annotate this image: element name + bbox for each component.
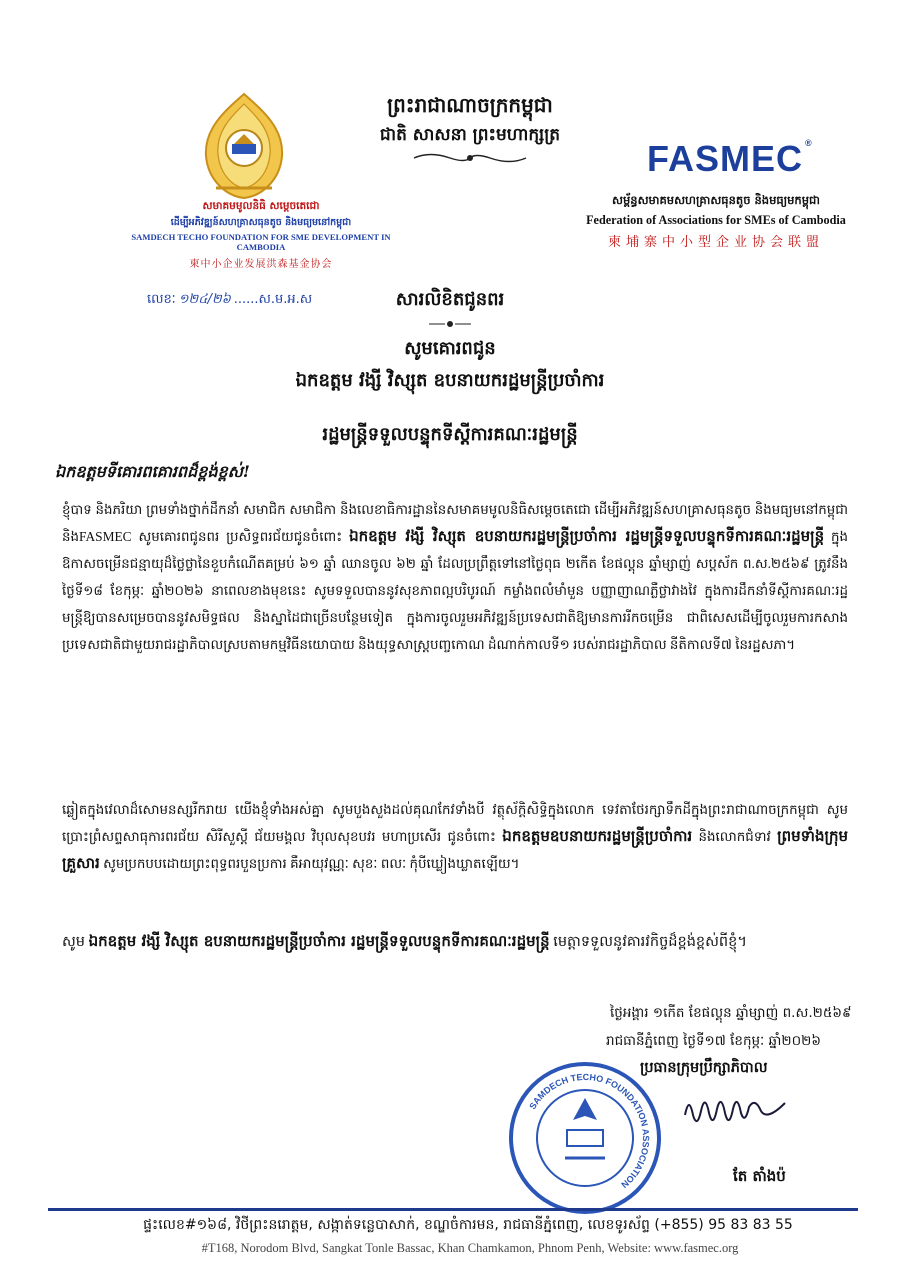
document-type-title: សារលិខិតជូនពរ xyxy=(395,289,505,310)
left-organization-block xyxy=(126,200,396,270)
signatory-title: ប្រធានក្រុមប្រឹក្សាភិបាល xyxy=(640,1060,768,1076)
registered-mark: ® xyxy=(805,138,813,148)
p1-intro: ខ្ញុំបាទ និងភរិយា ព្រមទាំងថ្នាក់ដឹកនាំ សមាជិក សមាជិកា និងលេខាធិការដ្ឋាននៃសមាគមមូលនិធិសម្តេចតេជោ ដើម្បីអភិវឌ្ឍន៍សហគ្រាសធុនតូច និងមធ្យមនៅកម្ពុជា និងFASMEC សូមគោរពជូនពរ ប្រសិទ្ធពរជ័យជូនចំពោះ xyxy=(62,502,848,544)
stamp-text: SAMDECH TECHO FOUNDATION ASSOCIATION xyxy=(527,1071,652,1190)
official-stamp-icon xyxy=(505,1058,665,1218)
p2-family-bold: ព្រមទាំងក្រុមគ្រួសារ xyxy=(62,827,848,872)
p3-lead: សូម xyxy=(62,934,86,950)
right-org-name-kh: សម្ព័ន្ធសមាគមសហគ្រាសធុនតូច និងមធ្យមកម្ពុជា xyxy=(612,193,820,207)
place-and-date: រាជធានីភ្នំពេញ ថ្ងៃទី១៧ ខែកុម្ភៈ ឆ្នាំ២០២៦ xyxy=(606,1033,821,1049)
footer-address-en: #T168, Norodom Blvd, Sangkat Tonle Bassac, Khan Chamkamon, Phnom Penh, Website: www.fasmec.org xyxy=(201,1241,739,1255)
p2-conjunction: និងលោកជំទាវ xyxy=(698,829,771,844)
body-paragraph-2 xyxy=(62,796,848,877)
footer-divider xyxy=(48,1208,858,1211)
left-org-subtitle-kh: ដើម្បីអភិវឌ្ឍន៍សហគ្រាសធុនតូច និងមធ្យមនៅកម្ពុជា xyxy=(170,217,352,228)
p3-recipient-bold: ឯកឧត្តម វង្សី វិស្សុត ឧបនាយករដ្ឋមន្ត្រីប្រចាំការ រដ្ឋមន្ត្រីទទួលបន្ទុកទីការគណៈរដ្ឋមន្ត្រី xyxy=(88,932,550,950)
recipient-line-2: រដ្ឋមន្ត្រីទទួលបន្ទុកទីស្តីការគណៈរដ្ឋមន្ត្រី xyxy=(322,424,578,445)
signatory-name: តែ តាំងប៉ xyxy=(733,1167,786,1185)
fasmec-logo-text: FASMEC xyxy=(647,138,804,179)
right-organization-block xyxy=(548,193,884,250)
left-org-name-en: SAMDECH TECHO FOUNDATION FOR SME DEVELOPMENT IN CAMBODIA xyxy=(131,232,391,252)
footer-address-kh: ផ្ទះលេខ#១៦៨, វិថីព្រះនរោត្តម, សង្កាត់ទន្លេបាសាក់, ខណ្ឌចំការមន, រាជធានីភ្នំពេញ, លេខទូរស័ព្ទ (+855) 95 83 83 55 xyxy=(143,1217,793,1233)
kingdom-heading: ព្រះរាជាណាចក្រកម្ពុជា xyxy=(387,93,553,117)
national-motto: ជាតិ សាសនា ព្រះមហាក្សត្រ xyxy=(379,125,561,145)
left-org-name-kh: សមាគមមូលនិធិ សម្តេចតេជោ xyxy=(202,200,320,212)
reference-suffix: ......ស.ម.អ.ស xyxy=(233,292,313,307)
lunar-date: ថ្ងៃអង្គារ ១កើត ខែផល្គុន ឆ្នាំម្សាញ់ ព.ស.២៥៦៩ xyxy=(610,1005,852,1021)
small-ornament-icon xyxy=(427,319,473,329)
reference-handwritten-number: ១២៤/២៦ xyxy=(178,292,231,307)
salutation: សូមគោរពជូន xyxy=(404,338,496,359)
recipient-line-1: ឯកឧត្តម វង្សី វិស្សុត ឧបនាយករដ្ឋមន្ត្រីប្រចាំការ xyxy=(295,370,605,391)
p1-body: ក្នុងឱកាសចម្រើនជន្មាយុដ៏ថ្លៃថ្លានៃខួបកំណើតគម្រប់ ៦១ ឆ្នាំ ឈានចូល ៦២ ឆ្នាំ ដែលប្រព្រឹត្តទៅនៅថ្ងៃពុធ ២កើត ខែផល្គុន ឆ្នាំម្សាញ់ សប្តស័ក ព.ស.២៥៦៩ ត្រូវនឹងថ្ងៃទី១៨ ខែកុម្ភៈ ឆ្នាំ២០២៦ នាពេលខាងមុខនេះ សូមទទួលបាននូវសុខភាពល្អបរិបូរណ៍ កម្លាំងពលំមាំមួន បញ្ញាញាណភ្លឺថ្លាវាងវៃ ក្នុងការដឹកនាំទីស្តីការគណៈរដ្ឋមន្ត្រីឱ្យបានសម្រេចបាននូវសមិទ្ធផល និងស្នាដៃជាច្រើនបន្ថែមទៀត ក្នុងការចូលរួមអភិវឌ្ឍន៍ប្រទេសជាតិឱ្យមានការរីកចម្រើន ជាពិសេសដើម្បីចូលរួមការកសាងប្រទេសជាតិជាមួយរាជរដ្ឋាភិបាលស្របតាមកម្មវិធីនយោបាយ និងយុទ្ធសាស្ត្របញ្ចកោណ ដំណាក់កាលទី១ របស់រាជរដ្ឋាភិបាល នីតិកាលទី៧ នៃរដ្ឋសភា។ xyxy=(62,529,848,652)
body-paragraph-1 xyxy=(62,496,848,658)
reference-prefix: លេខៈ xyxy=(147,292,176,307)
ornament-divider-icon xyxy=(410,151,530,165)
samdech-techo-foundation-logo xyxy=(196,92,292,200)
p2-recipient-bold: ឯកឧត្តមឧបនាយករដ្ឋមន្ត្រីប្រចាំការ xyxy=(502,827,693,845)
reference-number xyxy=(147,291,312,310)
handwritten-signature-icon xyxy=(675,1085,795,1135)
p2-closing: សូមប្រកបបដោយព្រះពុទ្ធពរបួនប្រការ គឺអាយុវណ្ណៈ សុខៈ ពលៈ កុំបីឃ្លៀងឃ្លាតឡើយ។ xyxy=(103,856,520,871)
body-paragraph-3 xyxy=(62,928,848,956)
right-org-name-en: Federation of Associations for SMEs of Cambodia xyxy=(586,213,846,227)
p3-closing: មេត្តាទទួលនូវគារវកិច្ចដ៏ខ្ពង់ខ្ពស់ពីខ្ញុំ។ xyxy=(553,934,747,950)
right-org-name-zh: 柬埔寨中小型企业协会联盟 xyxy=(607,235,824,250)
fasmec-logo xyxy=(647,138,813,180)
left-org-name-zh: 柬中小企业发展洪森基金协会 xyxy=(189,259,333,270)
p2-intro: ឆ្លៀតក្នុងវេលាដ៏សោមនស្សរីករាយ យើងខ្ញុំទាំងអស់គ្នា សូមបួងសួងដល់គុណកែវទាំងបី វត្ថុស័ក្តិសិទ្ធិក្នុងលោក ទេវតាថែរក្សាទឹកដីក្នុងព្រះរាជាណាចក្រកម្ពុជា សូមប្រោះព្រំសព្ទសាធុការពរជ័យ សិរីសួស្តី ជ័យមង្គល វិបុលសុខបវរ មហាប្រសើរ ជូនចំពោះ xyxy=(62,802,848,844)
greeting: ឯកឧត្តមទីគោរពគោរពដ៏ខ្ពង់ខ្ពស់! xyxy=(55,462,250,481)
p1-recipient-bold: ឯកឧត្តម វង្សី វិស្សុត ឧបនាយករដ្ឋមន្ត្រីប្រចាំការ រដ្ឋមន្ត្រីទទួលបន្ទុកទីការគណៈរដ្ឋមន្ត្រី xyxy=(349,527,825,545)
